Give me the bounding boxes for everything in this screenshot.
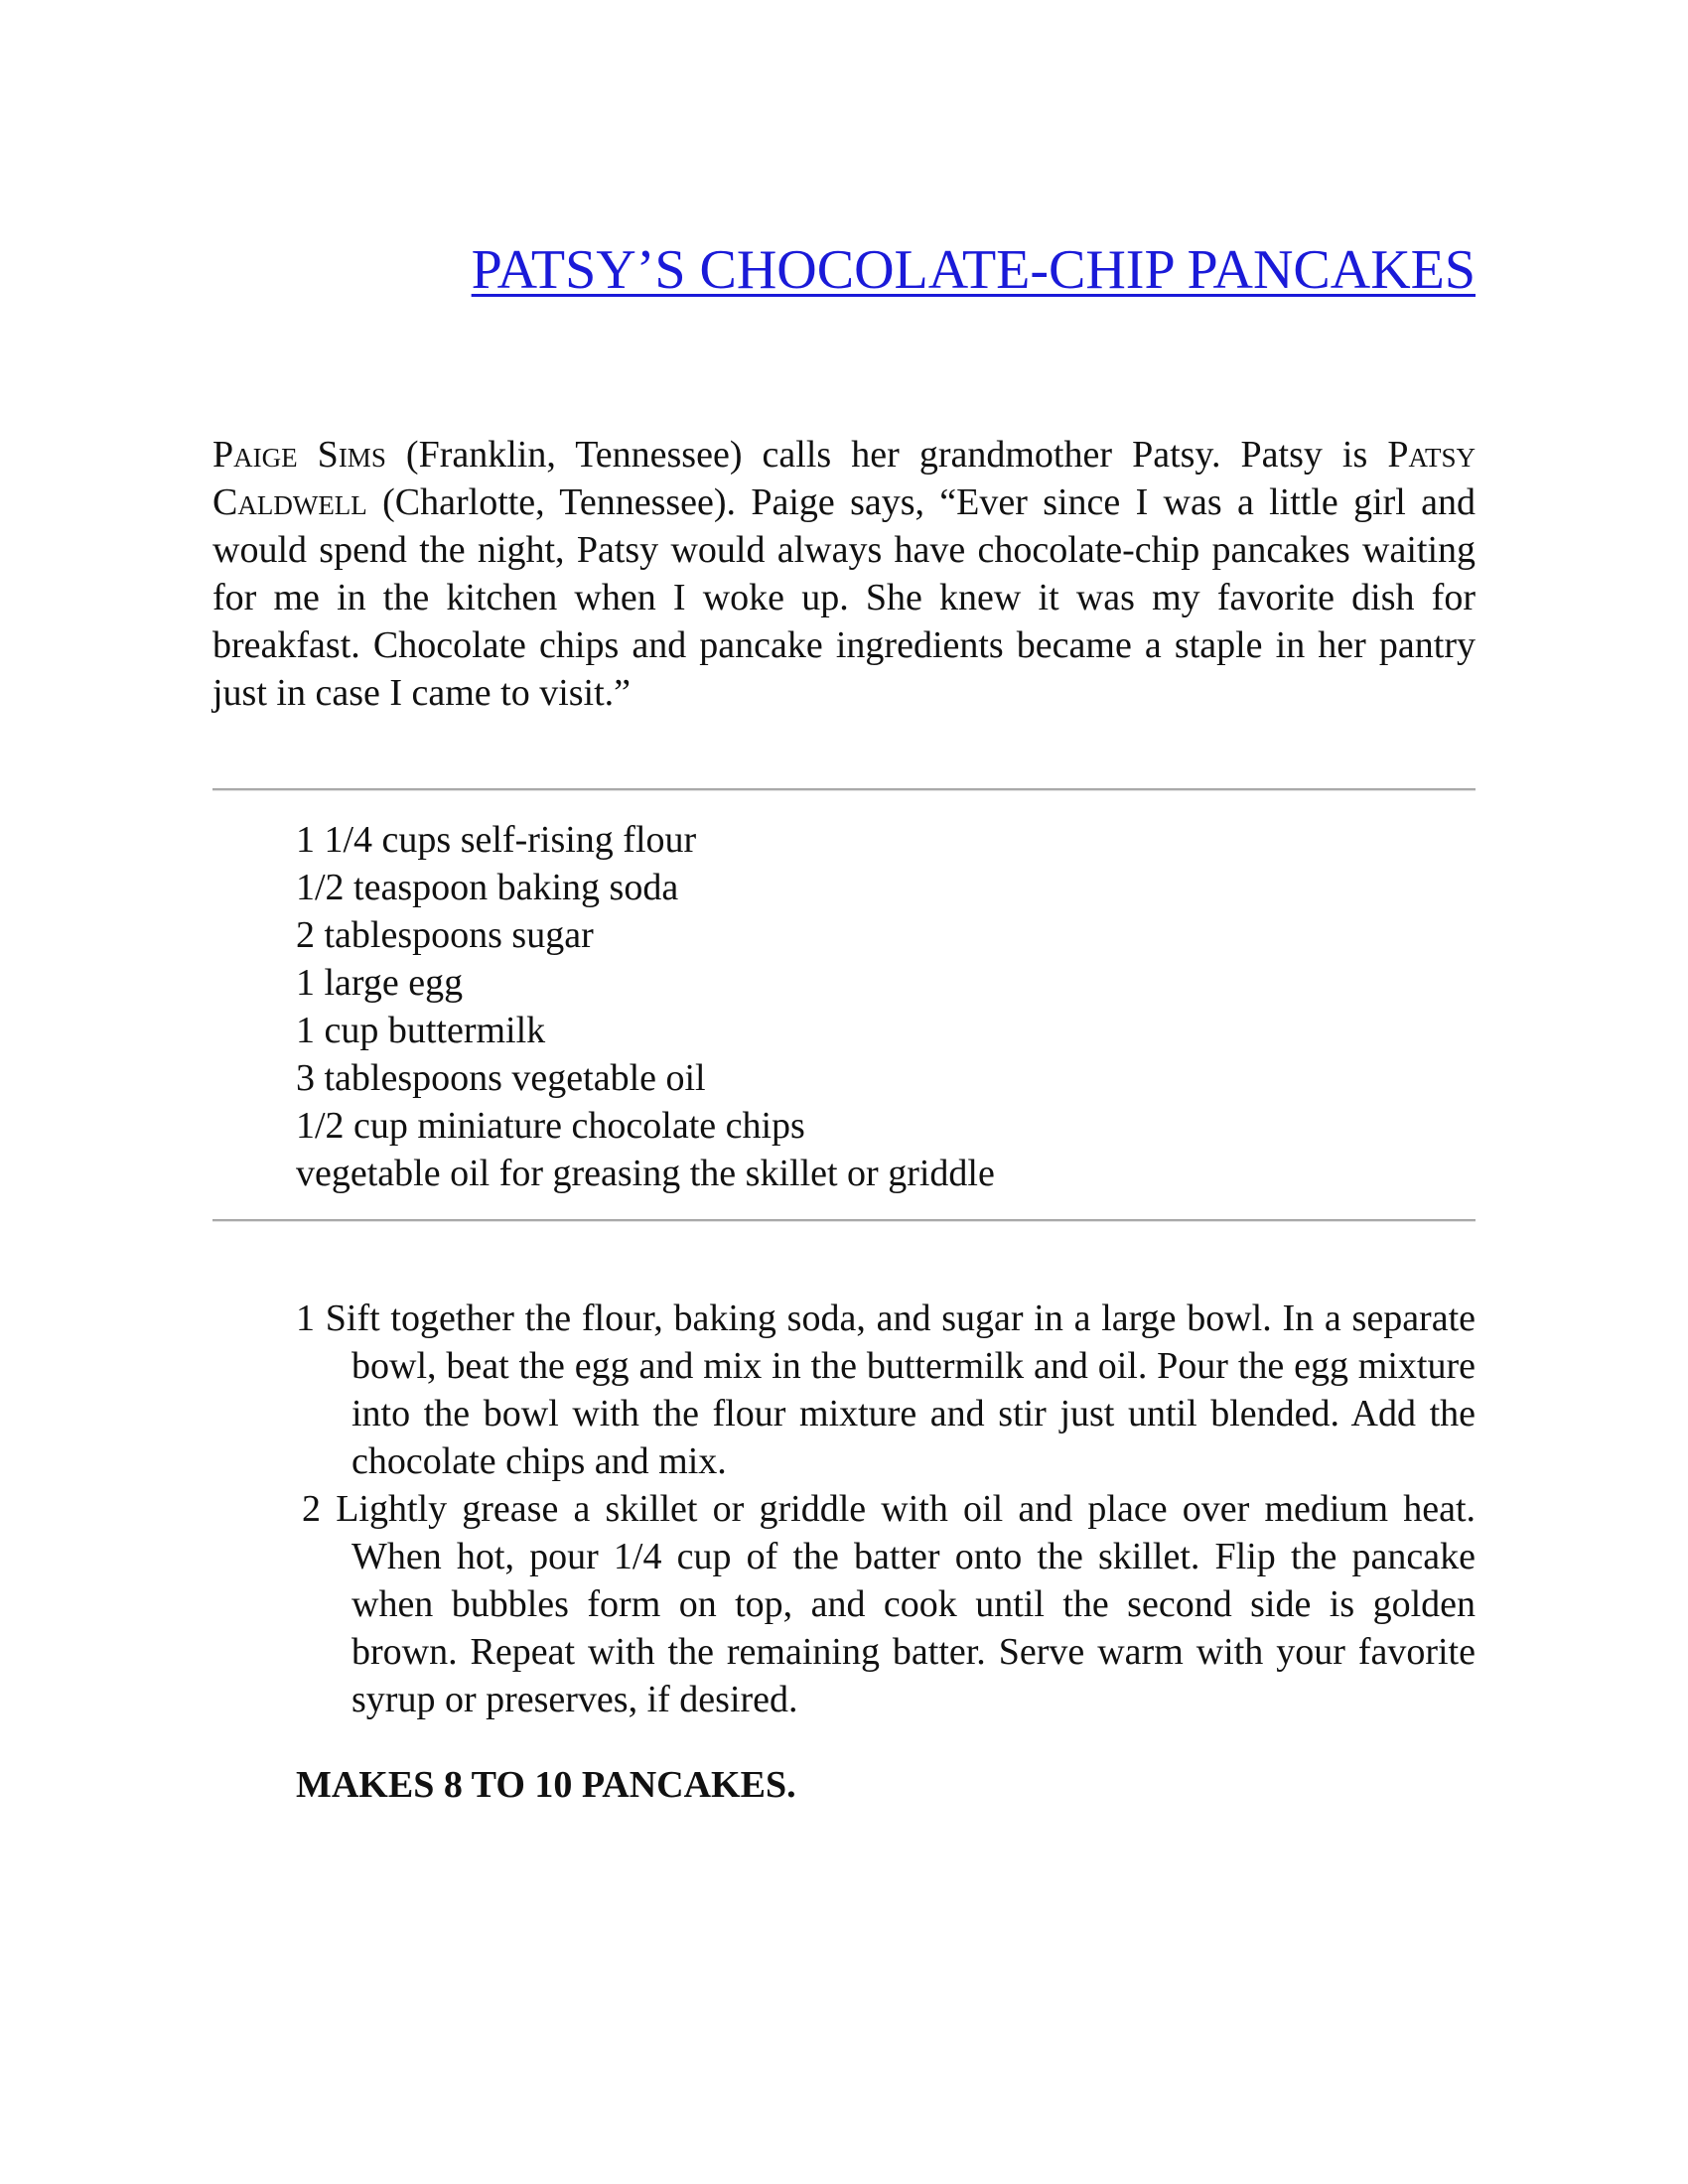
ingredient-item: 1/2 cup miniature chocolate chips (296, 1105, 805, 1147)
divider-top (212, 788, 1476, 791)
ingredient-item: 1 large egg (296, 962, 464, 1004)
instruction-step-1: 1 Sift together the flour, baking soda, and sugar in a large bowl. In a separate bowl, beat the egg and mix in the buttermilk and oil. Pour the egg mixture into the bowl with the flour mixture and stir just until blended. Add the chocolate chips and mix. (296, 1297, 1476, 1482)
ingredient-item: 1/2 teaspoon baking soda (296, 867, 679, 908)
instruction-step-2: 2 Lightly grease a skillet or griddle with oil and place over medium heat. When hot, pour 1/4 cup of the batter onto the skillet. Flip the pancake when bubbles form on top, and cook until the second side is golden brown. Repeat with the remaining batter. Serve warm with your favorite syrup or preserves, if desired. (302, 1488, 1476, 1720)
recipe-title-link[interactable]: PATSY’S CHOCOLATE-CHIP PANCAKES (471, 239, 1476, 301)
ingredients-list (296, 816, 995, 1197)
instructions-list (296, 1295, 1476, 1723)
recipe-yield: MAKES 8 TO 10 PANCAKES. (296, 1764, 796, 1806)
ingredient-item: 1 1/4 cups self-rising flour (296, 819, 697, 861)
divider-bottom (212, 1219, 1476, 1222)
ingredient-item: 1 cup buttermilk (296, 1010, 546, 1051)
ingredient-item: vegetable oil for greasing the skillet or griddle (296, 1153, 995, 1194)
ingredient-item: 3 tablespoons vegetable oil (296, 1057, 706, 1099)
intro-text-2: (Charlotte, Tennessee). Paige says, “Ever since I was a little girl and would spend the night, Patsy would always have chocolate-chip pancakes waiting for me in the kitchen when I woke up. She knew it was my favorite dish for breakfast. Chocolate chips and pancake ingredients became a staple in her pantry just in case I came to visit.” (212, 481, 1476, 714)
title-container (212, 234, 1476, 306)
intro-name-patsy: Patsy Caldwell (212, 434, 1477, 523)
ingredient-item: 2 tablespoons sugar (296, 914, 594, 956)
intro-text-1: (Franklin, Tennessee) calls her grandmother Patsy. Patsy is (385, 434, 1388, 476)
intro-paragraph (212, 431, 1476, 717)
intro-name-paige: Paige Sims (212, 434, 386, 476)
